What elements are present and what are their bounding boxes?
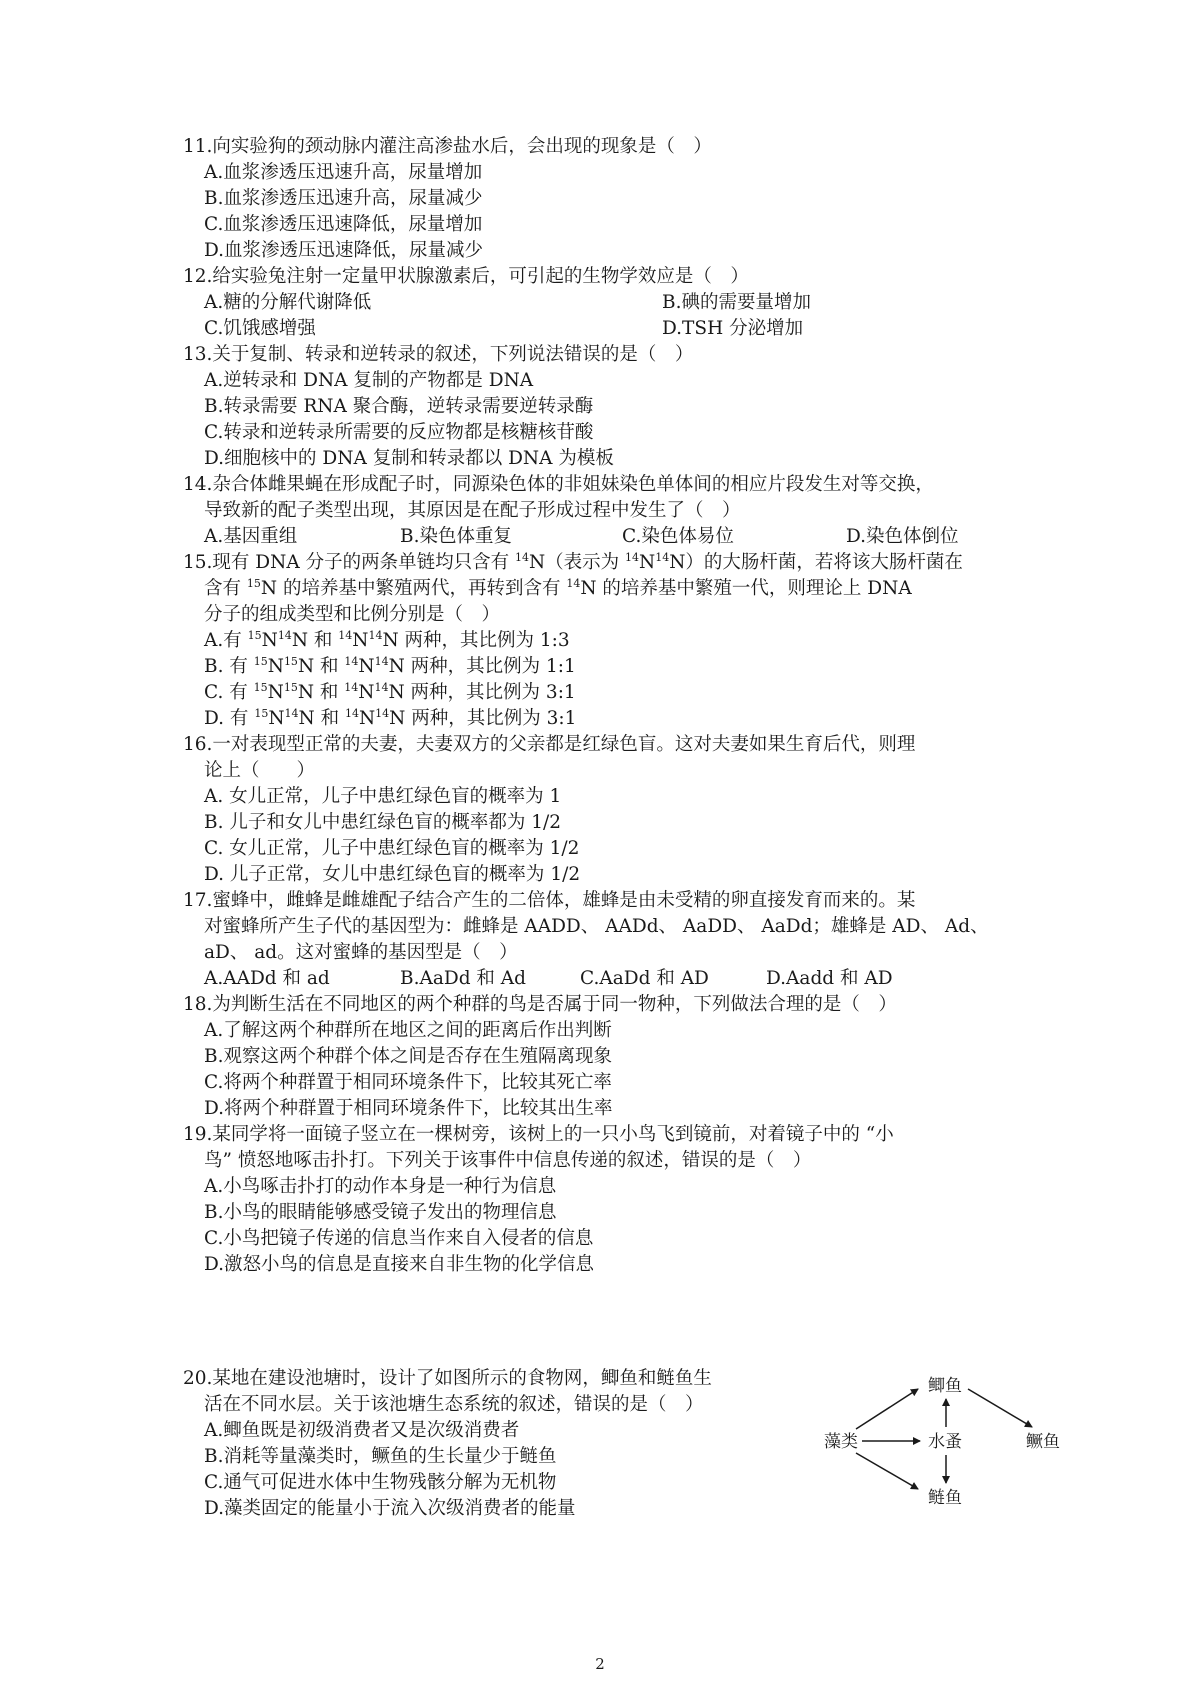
question-13-stem: 13.关于复制、转录和逆转录的叙述，下列说法错误的是（ ）: [183, 344, 694, 365]
question-18-option-b: B.观察这两个种群个体之间是否存在生殖隔离现象: [204, 1046, 612, 1067]
food-web-node-mandarin-fish: 鳜鱼: [1026, 1432, 1060, 1452]
question-19-stem-line-2: 鸟” 愤怒地啄击扑打。下列关于该事件中信息传递的叙述，错误的是（ ）: [204, 1150, 812, 1171]
question-19-option-c: C.小鸟把镜子传递的信息当作来自入侵者的信息: [204, 1228, 594, 1249]
question-15-stem-line-1: 15.现有 DNA 分子的两条单链均只含有 $^{14}$N（表示为 $^{14}N^{14}N$）的大肠杆菌，若将该大肠杆菌在: [183, 551, 963, 573]
question-11-option-b: B.血浆渗透压迅速升高，尿量减少: [204, 188, 483, 209]
question-14-stem-line-2: 导致新的配子类型出现，其原因是在配子形成过程中发生了（ ）: [204, 500, 741, 521]
question-19-option-b: B.小鸟的眼睛能够感受镜子发出的物理信息: [204, 1202, 557, 1223]
food-web-arrow-algae-silver-carp: [856, 1453, 918, 1489]
question-14-stem-line-1: 14.杂合体雌果蝇在形成配子时，同源染色体的非姐妹染色单体间的相应片段发生对等交换，: [183, 474, 934, 495]
question-20-option-a: A.鲫鱼既是初级消费者又是次级消费者: [204, 1420, 520, 1441]
question-15-option-a: A.有 $^{15}N^{14}N$ 和 $^{14}N^{14}N$ 两种，其比例为 1:3: [204, 629, 570, 651]
question-15-option-b: B. 有 $^{15}N^{15}N$ 和 $^{14}N^{14}N$ 两种，其比例为 1:1: [204, 655, 576, 677]
question-20-option-d: D.藻类固定的能量小于流入次级消费者的能量: [204, 1498, 576, 1519]
question-11-option-a: A.血浆渗透压迅速升高，尿量增加: [204, 162, 483, 183]
question-20-option-b: B.消耗等量藻类时，鳜鱼的生长量少于鲢鱼: [204, 1446, 557, 1467]
food-web-arrow-algae-crucian-carp: [856, 1389, 918, 1429]
question-15-option-d: D. 有 $^{15}N^{14}N$ 和 $^{14}N^{14}N$ 两种，其比例为 3:1: [204, 707, 577, 729]
question-14-option-b: B.染色体重复: [400, 526, 512, 547]
question-12-stem: 12.给实验兔注射一定量甲状腺激素后，可引起的生物学效应是（ ）: [183, 266, 749, 287]
question-14-option-c: C.染色体易位: [622, 526, 734, 547]
question-13-option-d: D.细胞核中的 DNA 复制和转录都以 DNA 为模板: [204, 448, 614, 469]
question-20-stem-line-1: 20.某地在建设池塘时，设计了如图所示的食物网，鲫鱼和鲢鱼生: [183, 1368, 712, 1389]
question-11-stem: 11.向实验狗的颈动脉内灌注高渗盐水后，会出现的现象是（ ）: [183, 136, 712, 157]
question-15-option-c: C. 有 $^{15}N^{15}N$ 和 $^{14}N^{14}N$ 两种，其比例为 3:1: [204, 681, 576, 703]
food-web-node-crucian-carp: 鲫鱼: [928, 1376, 962, 1396]
question-16-option-b: B. 儿子和女儿中患红绿色盲的概率都为 1/2: [204, 812, 562, 833]
food-web-diagram: [810, 1365, 1080, 1515]
question-14-option-a: A.基因重组: [204, 526, 298, 547]
food-web-node-silver-carp: 鲢鱼: [928, 1488, 962, 1508]
question-12-option-d: D.TSH 分泌增加: [662, 318, 804, 339]
question-18-option-a: A.了解这两个种群所在地区之间的距离后作出判断: [204, 1020, 612, 1041]
question-19-option-a: A.小鸟啄击扑打的动作本身是一种行为信息: [204, 1176, 557, 1197]
question-17-option-c: C.AaDd 和 AD: [580, 968, 709, 989]
question-19-stem-line-1: 19.某同学将一面镜子竖立在一棵树旁，该树上的一只小鸟飞到镜前，对着镜子中的 “小: [183, 1124, 894, 1145]
question-11-option-d: D.血浆渗透压迅速降低，尿量减少: [204, 240, 484, 261]
question-13-option-a: A.逆转录和 DNA 复制的产物都是 DNA: [204, 370, 534, 391]
question-19-option-d: D.激怒小鸟的信息是直接来自非生物的化学信息: [204, 1254, 595, 1275]
question-12-option-b: B.碘的需要量增加: [662, 292, 811, 313]
question-16-option-a: A. 女儿正常，儿子中患红绿色盲的概率为 1: [204, 786, 562, 807]
question-17-option-d: D.Aadd 和 AD: [766, 968, 893, 989]
question-20-option-c: C.通气可促进水体中生物残骸分解为无机物: [204, 1472, 557, 1493]
question-14-option-d: D.染色体倒位: [846, 526, 959, 547]
question-17-option-b: B.AaDd 和 Ad: [400, 968, 527, 989]
question-17-stem-line-2: 对蜜蜂所产生子代的基因型为：雌蜂是 AADD、 AADd、 AaDD、 AaDd；雄蜂是 AD、 Ad、: [204, 916, 989, 937]
question-17-option-a: A.AADd 和 ad: [204, 968, 330, 989]
page-number: 2: [595, 1655, 605, 1673]
question-17-stem-line-3: aD、 ad。这对蜜蜂的基因型是（ ）: [204, 942, 518, 963]
question-20-stem-line-2: 活在不同水层。关于该池塘生态系统的叙述，错误的是（ ）: [204, 1394, 704, 1415]
question-16-option-d: D. 儿子正常，女儿中患红绿色盲的概率为 1/2: [204, 864, 581, 885]
food-web-node-daphnia: 水蚤: [928, 1432, 962, 1452]
food-web-node-algae: 藻类: [824, 1432, 858, 1452]
question-16-option-c: C. 女儿正常，儿子中患红绿色盲的概率为 1/2: [204, 838, 580, 859]
question-18-option-d: D.将两个种群置于相同环境条件下，比较其出生率: [204, 1098, 613, 1119]
question-15-stem-line-2: 含有 $^{15}$N 的培养基中繁殖两代，再转到含有 $^{14}$N 的培养基中繁殖一代，则理论上 DNA: [204, 577, 912, 599]
question-12-option-c: C.饥饿感增强: [204, 318, 316, 339]
question-12-option-a: A.糖的分解代谢降低: [204, 292, 372, 313]
question-15-stem-line-3: 分子的组成类型和比例分别是（ ）: [204, 604, 501, 625]
question-18-stem: 18.为判断生活在不同地区的两个种群的鸟是否属于同一物种，下列做法合理的是（ ）: [183, 994, 897, 1015]
question-13-option-b: B.转录需要 RNA 聚合酶，逆转录需要逆转录酶: [204, 396, 594, 417]
question-16-stem-line-2: 论上（ ）: [204, 760, 316, 781]
food-web-arrow-crucian-carp-mandarin-fish: [968, 1389, 1032, 1427]
question-11-option-c: C.血浆渗透压迅速降低，尿量增加: [204, 214, 483, 235]
question-18-option-c: C.将两个种群置于相同环境条件下，比较其死亡率: [204, 1072, 612, 1093]
question-17-stem-line-1: 17.蜜蜂中，雌蜂是雌雄配子结合产生的二倍体，雄蜂是由未受精的卵直接发育而来的。某: [183, 890, 916, 911]
question-16-stem-line-1: 16.一对表现型正常的夫妻，夫妻双方的父亲都是红绿色盲。这对夫妻如果生育后代，则理: [183, 734, 916, 755]
question-13-option-c: C.转录和逆转录所需要的反应物都是核糖核苷酸: [204, 422, 594, 443]
